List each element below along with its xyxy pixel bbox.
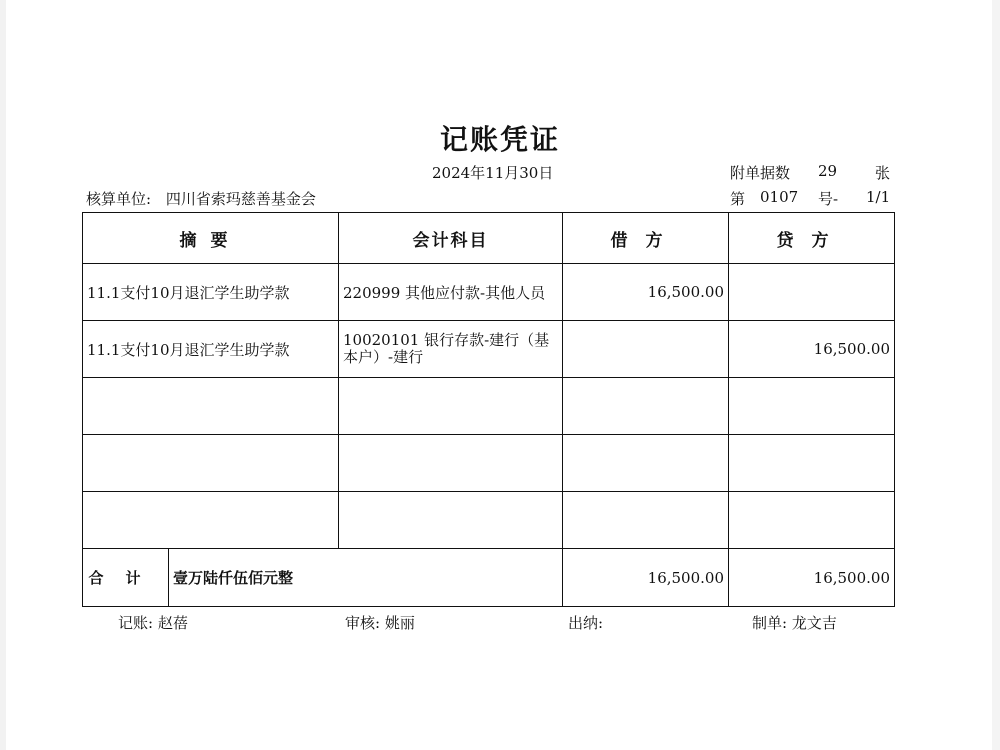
row-summary [83, 492, 339, 549]
accounting-unit [86, 188, 316, 209]
voucher-date: 2024年11月30日 [432, 164, 554, 182]
header-credit: 贷方 [729, 213, 895, 264]
voucher-no-prefix: 第 [730, 190, 746, 208]
row-account: 220999 其他应付款-其他人员 [339, 264, 563, 321]
row-credit [729, 264, 895, 321]
header-account: 会计科目 [339, 213, 563, 264]
row-summary [83, 378, 339, 435]
table-header-row [83, 213, 895, 264]
bookkeeper-signature: 记账: 赵蓓 [118, 614, 188, 632]
total-debit: 16,500.00 [563, 549, 729, 607]
reviewer-signature: 审核: 姚丽 [345, 614, 415, 632]
total-row [83, 549, 895, 607]
unit-name: 四川省索玛慈善基金会 [165, 190, 316, 208]
table-row [83, 492, 895, 549]
voucher-no-suffix: 号- [818, 190, 839, 208]
total-label: 合计 [83, 549, 169, 607]
row-summary [83, 435, 339, 492]
cashier-signature: 出纳: [568, 614, 604, 632]
table-row [83, 378, 895, 435]
voucher-no-value: 0107 [760, 188, 799, 206]
table-row [83, 435, 895, 492]
total-credit: 16,500.00 [729, 549, 895, 607]
row-debit [563, 492, 729, 549]
row-debit: 16,500.00 [563, 264, 729, 321]
table-row [83, 321, 895, 378]
table-row [83, 264, 895, 321]
header-summary: 摘要 [83, 213, 339, 264]
row-credit [729, 435, 895, 492]
row-debit [563, 378, 729, 435]
attachments-count: 29 [818, 162, 838, 180]
preparer-signature: 制单: 龙文吉 [752, 614, 837, 632]
row-credit [729, 492, 895, 549]
voucher-title: 记账凭证 [439, 123, 560, 156]
paper-edge [992, 0, 1000, 750]
paper-edge [0, 0, 6, 750]
row-summary: 11.1支付10月退汇学生助学款 [83, 264, 339, 321]
row-account [339, 435, 563, 492]
attachments-label: 附单据数 [730, 164, 791, 182]
voucher-table [82, 212, 895, 607]
row-account [339, 378, 563, 435]
row-credit: 16,500.00 [729, 321, 895, 378]
row-account [339, 492, 563, 549]
row-summary: 11.1支付10月退汇学生助学款 [83, 321, 339, 378]
row-account: 10020101 银行存款-建行（基本户）-建行 [339, 321, 563, 378]
row-debit [563, 321, 729, 378]
row-debit [563, 435, 729, 492]
row-credit [729, 378, 895, 435]
unit-label: 核算单位: [86, 190, 152, 208]
attachments-unit: 张 [875, 164, 891, 182]
total-amount-in-words: 壹万陆仟伍佰元整 [169, 549, 563, 607]
voucher-page: 1/1 [866, 188, 891, 206]
header-debit: 借方 [563, 213, 729, 264]
